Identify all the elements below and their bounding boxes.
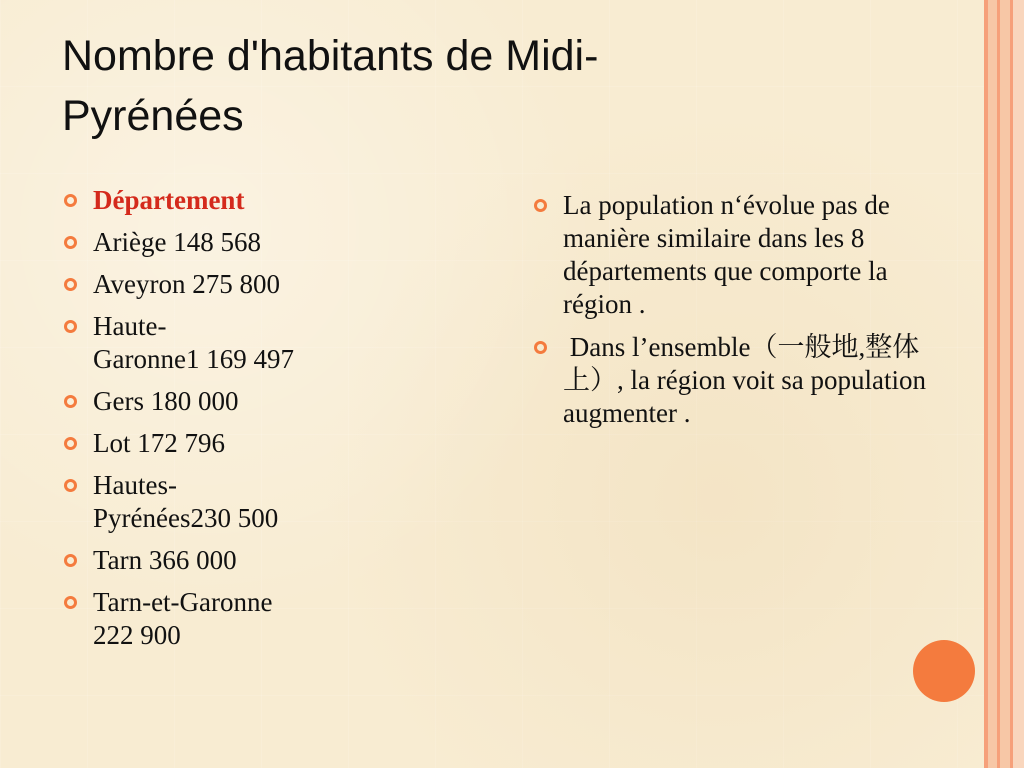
bullet-icon: [64, 395, 77, 408]
commentary-list: [532, 189, 962, 440]
department-entry: Aveyron 275 800: [93, 269, 280, 299]
decorative-orange-circle: [913, 640, 975, 702]
bullet-icon: [64, 437, 77, 450]
bullet-icon: [64, 320, 77, 333]
department-entry: Tarn 366 000: [93, 545, 237, 575]
slide-title: Nombre d'habitants de Midi- Pyrénées: [62, 32, 599, 140]
list-item: [62, 544, 382, 577]
department-entry: Tarn-et-Garonne 222 900: [93, 587, 273, 650]
list-item: [532, 189, 962, 321]
department-entry: Gers 180 000: [93, 386, 239, 416]
stripe: [1000, 0, 1010, 768]
department-entry: Haute- Garonne1 169 497: [93, 311, 294, 374]
list-item: [62, 385, 382, 418]
list-item: [62, 226, 382, 259]
list-item: [62, 268, 382, 301]
bullet-icon: [64, 554, 77, 567]
bullet-icon: [64, 596, 77, 609]
bullet-icon: [64, 479, 77, 492]
list-item: [62, 427, 382, 460]
bullet-icon: [534, 341, 547, 354]
department-entry: Lot 172 796: [93, 428, 225, 458]
stripe: [1013, 0, 1024, 768]
department-header: Département: [93, 185, 245, 215]
list-item: [532, 331, 962, 430]
commentary-text: La population n‘évolue pas de manière similaire dans les 8 départements que comporte la région .: [563, 190, 890, 319]
commentary-text: Dans l’ensemble（一般地,整体上）, la région voit sa population augmenter .: [563, 332, 933, 428]
department-entry: Ariège 148 568: [93, 227, 261, 257]
list-item: [62, 310, 382, 376]
stripe: [988, 0, 997, 768]
bullet-icon: [64, 236, 77, 249]
department-entry: Hautes- Pyrénées230 500: [93, 470, 279, 533]
list-item-heading: [62, 184, 382, 217]
departments-list: [62, 184, 382, 661]
right-edge-stripes: [984, 0, 1024, 768]
list-item: [62, 469, 382, 535]
bullet-icon: [64, 194, 77, 207]
bullet-icon: [534, 199, 547, 212]
list-item: [62, 586, 382, 652]
bullet-icon: [64, 278, 77, 291]
